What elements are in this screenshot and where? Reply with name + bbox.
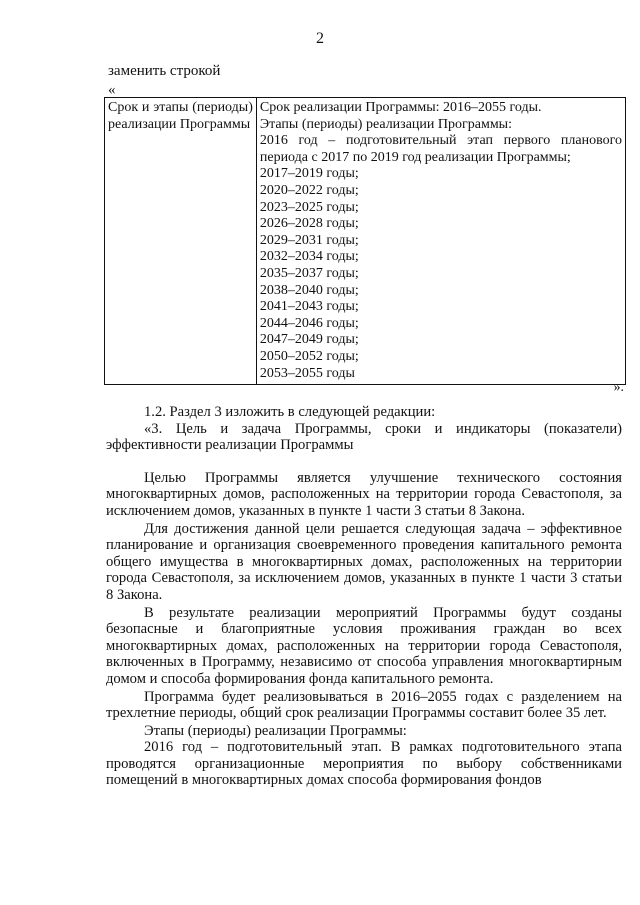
section-content <box>106 404 622 789</box>
right-line: 2029–2031 годы; <box>259 232 359 248</box>
left-cell-text: Срок и этапы (периоды) реализации Программы <box>108 100 253 132</box>
section-item: 1.2. Раздел 3 изложить в следующей редакции: <box>144 404 436 420</box>
right-line: Срок реализации Программы: 2016–2055 годы. <box>259 100 542 115</box>
table-right-cell <box>256 98 625 385</box>
periods-table-wrap <box>104 97 626 385</box>
right-line: 2044–2046 годы; <box>259 315 359 331</box>
right-line: Этапы (периоды) реализации Программы: <box>259 116 512 132</box>
right-line: 2035–2037 годы; <box>259 265 359 281</box>
paragraph: В результате реализации мероприятий Программы будут созданы безопасные и благоприятные условия проживания граждан во всех многоквартирных домах, расположенных на территории города Севастополя, включенных в Программу, независимо от способа управления многоквартирным домом и способа формирования фонда капитального ремонта. <box>106 604 622 687</box>
paragraph: Этапы (периоды) реализации Программы: <box>144 722 407 739</box>
right-line: 2041–2043 годы; <box>259 299 359 315</box>
right-line: 2053–2055 годы <box>259 365 355 381</box>
open-quote: « <box>108 82 116 98</box>
right-line: 2026–2028 годы; <box>259 216 359 232</box>
paragraph: Целью Программы является улучшение технического состояния многоквартирных домов, расположенных на территории города Севастополя, за исключением домов, указанных в пункте 1 части 3 статьи 8 Закона. <box>106 469 622 519</box>
spacer <box>106 454 622 470</box>
page-number: 2 <box>316 30 324 47</box>
right-line: 2050–2052 годы; <box>259 348 359 364</box>
right-line: 2047–2049 годы; <box>259 332 359 348</box>
right-line: 2023–2025 годы; <box>259 199 359 215</box>
paragraph: Программа будет реализовываться в 2016–2055 годах с разделением на трехлетние периоды, общий срок реализации Программы составит более 35 лет. <box>106 688 622 722</box>
right-line: 2032–2034 годы; <box>259 249 359 265</box>
close-quote: ». <box>613 380 624 395</box>
table-left-cell <box>105 98 257 385</box>
periods-table <box>104 97 626 385</box>
right-line: 2038–2040 годы; <box>259 282 359 298</box>
intro-replace-line: заменить строкой <box>108 63 221 79</box>
paragraph: 2016 год – подготовительный этап. В рамках подготовительного этапа проводятся организационные мероприятия по выбору собственниками помещений в многоквартирных домах способа формирования фондов <box>106 739 622 789</box>
right-line: 2017–2019 годы; <box>259 166 359 182</box>
right-line: 2020–2022 годы; <box>259 182 359 198</box>
right-line: 2016 год – подготовительный этап первого планового периода с 2017 по 2019 год реализации Программы; <box>259 133 622 165</box>
table-row <box>105 98 626 385</box>
paragraph: Для достижения данной цели решается следующая задача – эффективное планирование и организация своевременного проведения капитального ремонта общего имущества в многоквартирных домах, расположенных на территории города Севастополя, за исключением домов, указанных в пункте 1 части 3 статьи 8 Закона. <box>106 520 622 603</box>
section-heading: «3. Цель и задача Программы, сроки и индикаторы (показатели) эффективности реализации Программы <box>106 420 622 454</box>
